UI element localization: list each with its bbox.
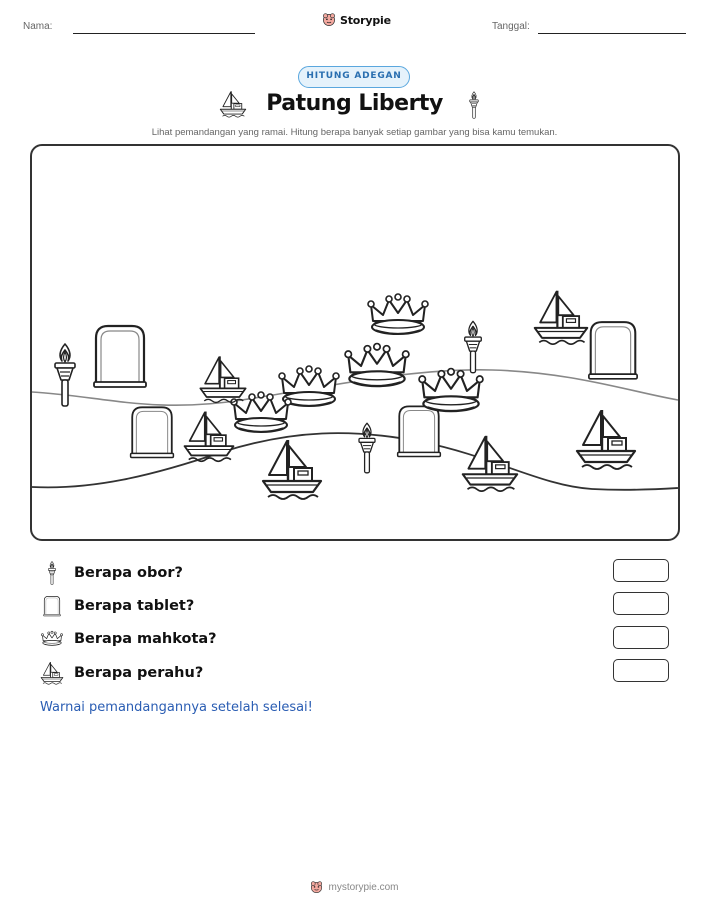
tablet-icon — [131, 407, 174, 457]
boat-icon — [463, 436, 517, 491]
boat-icon — [263, 440, 321, 499]
brand-name: Storypie — [340, 13, 391, 27]
name-label: Nama: — [23, 21, 53, 32]
hill-line-front — [32, 433, 678, 490]
instructions: Lihat pemandangan yang ramai. Hitung berapa banyak setiap gambar yang bisa kamu temukan. — [151, 127, 558, 138]
boat-icon — [200, 356, 245, 402]
question-text: Berapa mahkota? — [74, 631, 217, 647]
question-boat — [40, 660, 203, 686]
mascot-icon — [310, 881, 323, 894]
torch-icon — [40, 560, 64, 586]
crown-icon — [345, 344, 409, 387]
activity-badge: HITUNG ADEGAN — [298, 66, 410, 88]
crown-icon — [40, 626, 64, 652]
question-tablet — [40, 593, 194, 619]
answer-box-torch[interactable] — [613, 559, 669, 582]
footer — [0, 881, 709, 894]
boat-icon — [535, 291, 588, 344]
torch-icon — [359, 423, 375, 473]
name-field-line[interactable] — [73, 33, 255, 34]
boat-icon — [577, 410, 635, 469]
answer-box-tablet[interactable] — [613, 592, 669, 615]
torch-icon — [465, 321, 482, 372]
question-crown — [40, 626, 217, 652]
footer-url: mystorypie.com — [328, 882, 399, 893]
answer-box-boat[interactable] — [613, 659, 669, 682]
date-field-line[interactable] — [538, 33, 686, 34]
tablet-icon — [589, 322, 637, 379]
brand-logo — [322, 13, 391, 27]
tablet-icon — [40, 593, 64, 619]
tablet-icon — [398, 406, 441, 456]
crown-icon — [368, 294, 428, 334]
question-torch — [40, 560, 183, 586]
date-label: Tanggal: — [492, 21, 530, 32]
answer-box-crown[interactable] — [613, 626, 669, 649]
scene-illustration — [32, 146, 678, 539]
crown-icon — [419, 369, 483, 412]
page-title: Patung Liberty — [266, 91, 443, 116]
coloring-note: Warnai pemandangannya setelah selesai! — [40, 700, 313, 715]
question-text: Berapa tablet? — [74, 598, 195, 614]
torch-icon — [55, 344, 75, 406]
tablet-icon — [94, 326, 146, 387]
crown-icon — [231, 392, 291, 432]
question-text: Berapa obor? — [74, 565, 183, 581]
boat-icon — [40, 660, 64, 686]
boat-icon — [185, 412, 234, 462]
counting-scene — [30, 144, 680, 541]
question-text: Berapa perahu? — [74, 665, 204, 681]
mascot-icon — [322, 13, 336, 27]
torch-icon — [466, 90, 482, 120]
